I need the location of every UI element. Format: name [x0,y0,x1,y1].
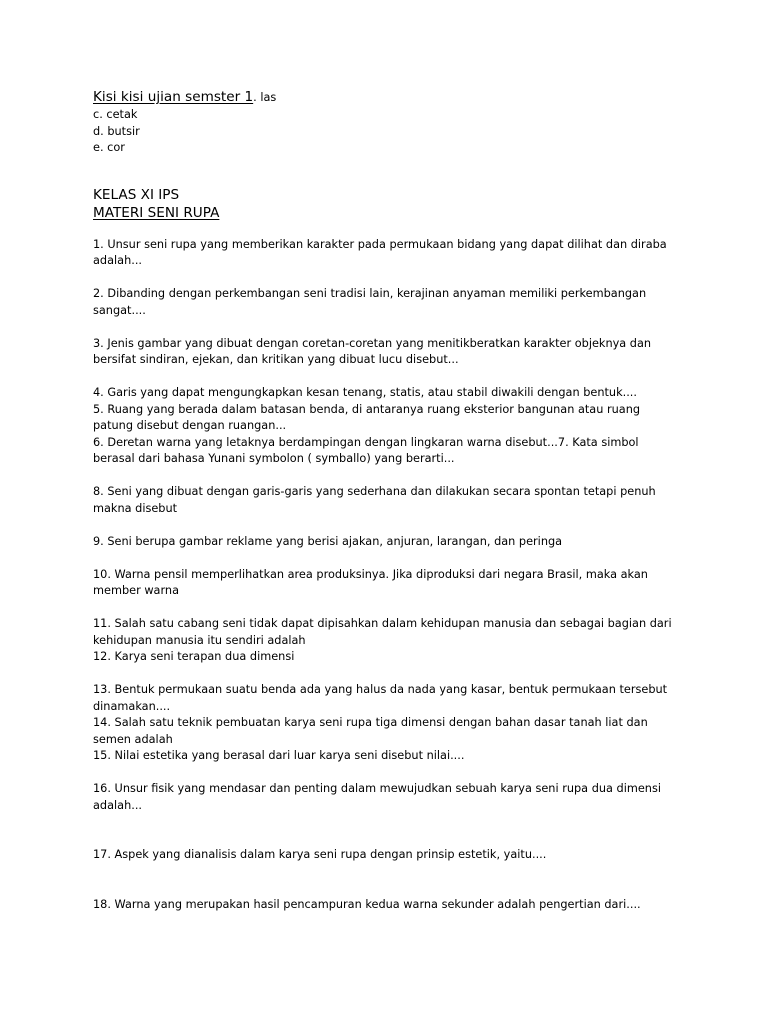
question-item-2: 2. Dibanding dengan perkembangan seni tradisi lain, kerajinan anyaman memiliki perkembangan sangat.... [93,287,647,317]
option-e: e. cor [93,141,125,154]
subject-heading: MATERI SENI RUPA [93,204,220,221]
question-list [93,237,683,914]
question-item-9: 9. Seni berupa gambar reklame yang berisi ajakan, anjuran, larangan, dan peringa [93,534,563,548]
document-content [93,88,683,913]
question-item-16: 16. Unsur fisik yang mendasar dan penting dalam mewujudkan sebuah karya seni rupa dua dimensi adalah... [93,782,661,812]
class-heading: KELAS XI IPS [93,186,180,203]
question-item-15: 15. Nilai estetika yang berasal dari luar karya seni disebut nilai.... [93,749,465,762]
page-title: Kisi kisi ujian semster 1 [93,89,254,105]
option-c: c. cetak [93,108,138,121]
question-item-18: 18. Warna yang merupakan hasil pencampuran kedua warna sekunder adalah pengertian dari.... [93,897,641,911]
question-item-14: 14. Salah satu teknik pembuatan karya seni rupa tiga dimensi dengan bahan dasar tanah liat dan semen adalah [93,716,648,746]
question-item-11: 11. Salah satu cabang seni tidak dapat dipisahkan dalam kehidupan manusia dan sebagai bagian dari kehidupan manusia itu sendiri adalah [93,617,672,647]
question-item-12: 12. Karya seni terapan dua dimensi [93,650,295,663]
question-item-17: 17. Aspek yang dianalisis dalam karya seni rupa dengan prinsip estetik, yaitu.... [93,848,547,861]
question-item-1: 1. Unsur seni rupa yang memberikan karakter pada permukaan bidang yang dapat dilihat dan diraba adalah... [93,237,667,267]
option-d: d. butsir [93,124,140,138]
question-item-5: 5. Ruang yang berada dalam batasan benda, di antaranya ruang eksterior bangunan atau ruang patung disebut dengan ruangan... [93,402,641,432]
question-item-10: 10. Warna pensil memperlihatkan area produksinya. Jika diproduksi dari negara Brasil, maka akan member warna [93,567,648,597]
title-tail: . las [253,91,277,104]
question-item-6: 6. Deretan warna yang letaknya berdampingan dengan lingkaran warna disebut...7. Kata simbol berasal dari bahasa Yunani symbolon ( symballo) yang berarti... [93,435,639,465]
question-item-4: 4. Garis yang dapat mengungkapkan kesan tenang, statis, atau stabil diwakili dengan bentuk.... [93,386,637,399]
question-item-13: 13. Bentuk permukaan suatu benda ada yang halus da nada yang kasar, bentuk permukaan tersebut dinamakan.... [93,683,668,713]
question-item-3: 3. Jenis gambar yang dibuat dengan coretan-coretan yang menitikberatkan karakter objeknya dan bersifat sindiran, ejekan, dan kritikan yang dibuat lucu disebut... [93,336,652,366]
title-line [93,88,683,107]
question-item-8: 8. Seni yang dibuat dengan garis-garis yang sederhana dan dilakukan secara spontan tetapi penuh makna disebut [93,485,656,515]
